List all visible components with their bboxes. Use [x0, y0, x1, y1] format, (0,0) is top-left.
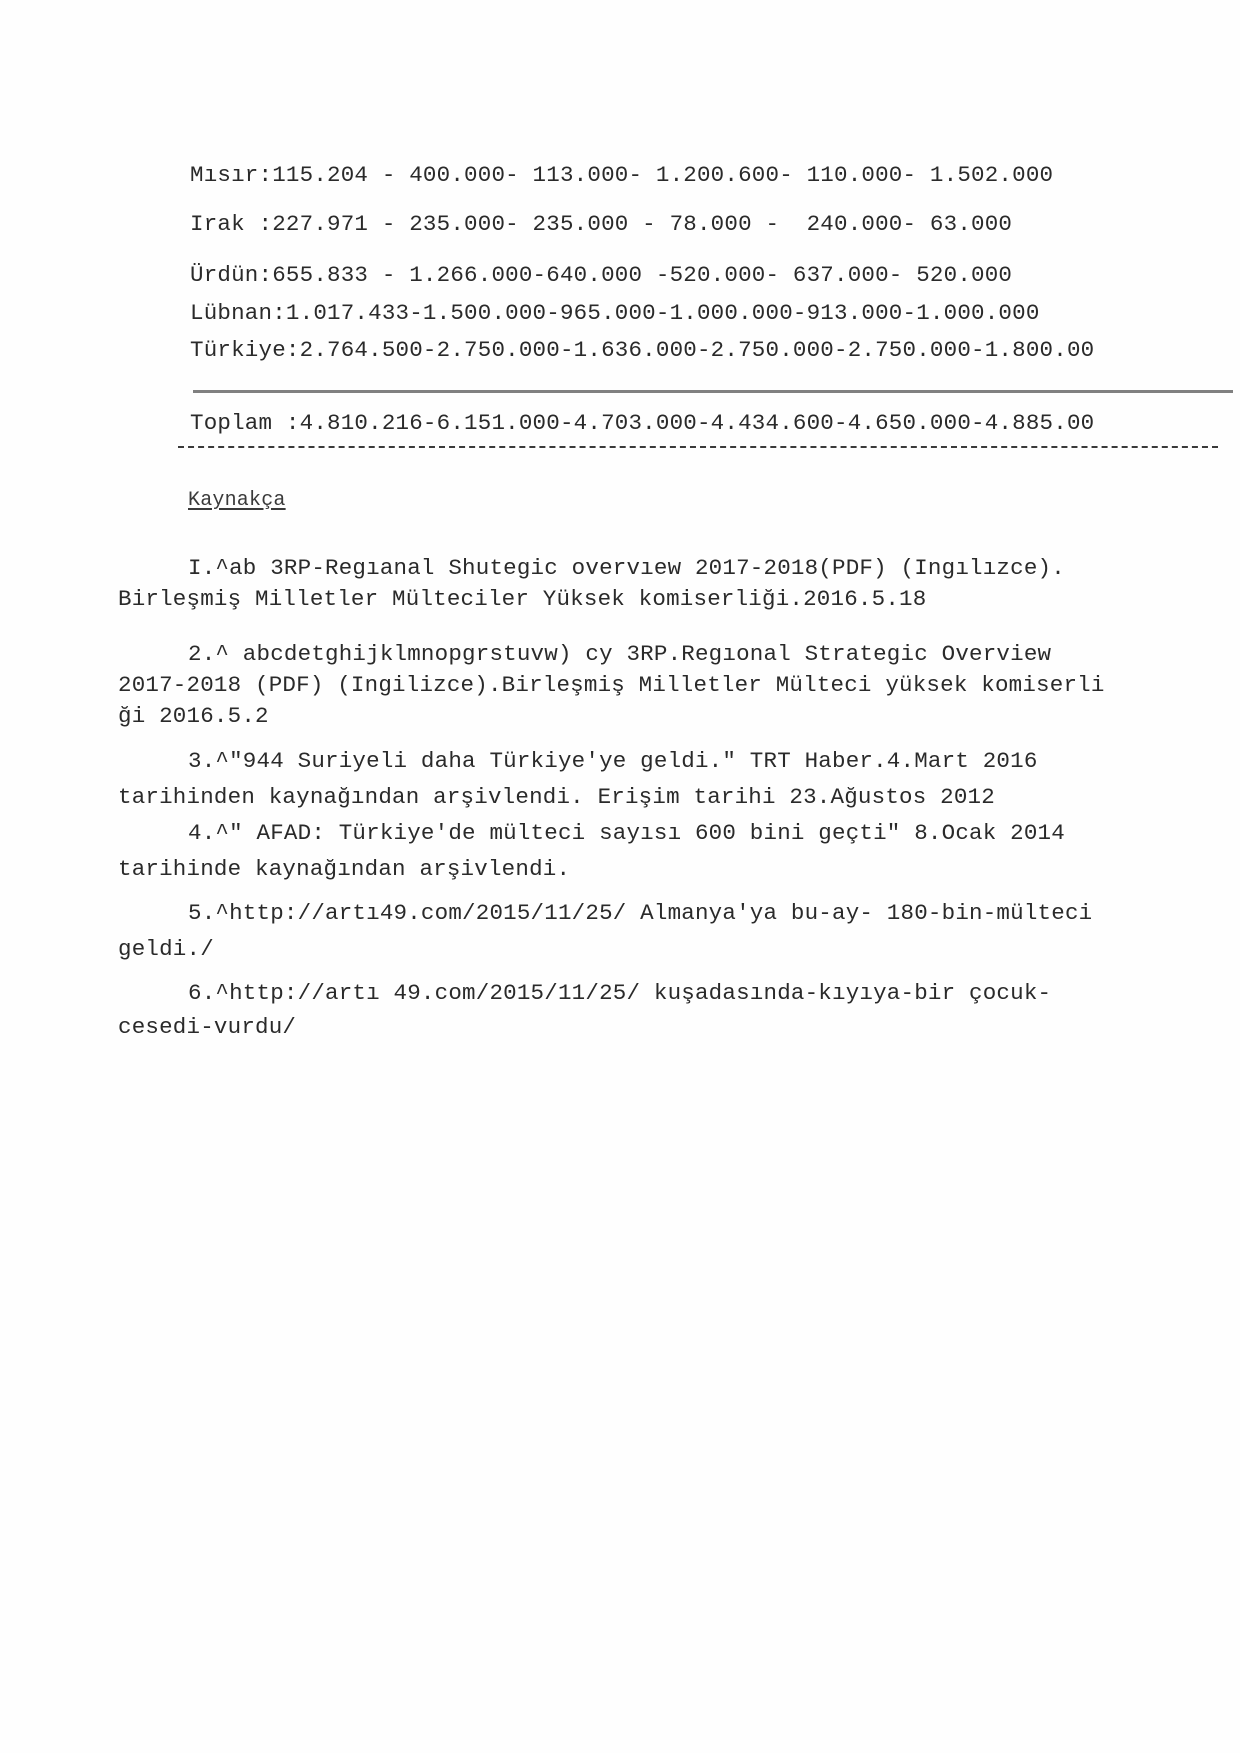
bibliography-line: 6.^http://artı 49.com/2015/11/25/ kuşadasında-kıyıya-bir çocuk-: [188, 980, 1052, 1006]
bibliography-line: 4.^" AFAD: Türkiye'de mülteci sayısı 600 bini geçti" 8.Ocak 2014: [188, 820, 1065, 846]
bibliography-line: 2.^ abcdetghijklmnopgrstuvw) cy 3RP.Regıonal Strategic Overview: [188, 641, 1052, 667]
table-row-misir: Mısır:115.204 - 400.000- 113.000- 1.200.600- 110.000- 1.502.000: [190, 162, 1054, 188]
bibliography-line: Birleşmiş Milletler Mülteciler Yüksek komiserliği.2016.5.18: [118, 586, 927, 612]
table-row-urdun: Ürdün:655.833 - 1.266.000-640.000 -520.000- 637.000- 520.000: [190, 262, 1013, 288]
bibliography-line: ği 2016.5.2: [118, 703, 269, 729]
bibliography-heading: Kaynakça: [188, 489, 286, 512]
table-row-irak: Irak :227.971 - 235.000- 235.000 - 78.000 - 240.000- 63.000: [190, 211, 1013, 237]
table-row-lubnan: Lübnan:1.017.433-1.500.000-965.000-1.000.000-913.000-1.000.000: [190, 300, 1040, 326]
table-divider-dashed: [178, 446, 1218, 448]
bibliography-line: geldi./: [118, 936, 214, 962]
bibliography-line: 2017-2018 (PDF) (Ingilizce).Birleşmiş Milletler Mülteci yüksek komiserli: [118, 672, 1105, 698]
bibliography-line: 5.^http://artı49.com/2015/11/25/ Almanya'ya bu-ay- 180-bin-mülteci: [188, 900, 1093, 926]
table-row-turkiye: Türkiye:2.764.500-2.750.000-1.636.000-2.750.000-2.750.000-1.800.00: [190, 337, 1095, 363]
bibliography-line: 3.^"944 Suriyeli daha Türkiye'ye geldi." TRT Haber.4.Mart 2016: [188, 748, 1038, 774]
bibliography-line: I.^ab 3RP-Regıanal Shutegic overvıew 2017-2018(PDF) (Ingılızce).: [188, 555, 1065, 581]
table-row-total: Toplam :4.810.216-6.151.000-4.703.000-4.434.600-4.650.000-4.885.00: [190, 410, 1095, 436]
bibliography-line: tarihinde kaynağından arşivlendi.: [118, 856, 571, 882]
bibliography-line: cesedi-vurdu/: [118, 1014, 297, 1040]
table-divider-solid: [193, 390, 1233, 393]
bibliography-line: tarihinden kaynağından arşivlendi. Erişim tarihi 23.Ağustos 2012: [118, 784, 995, 810]
